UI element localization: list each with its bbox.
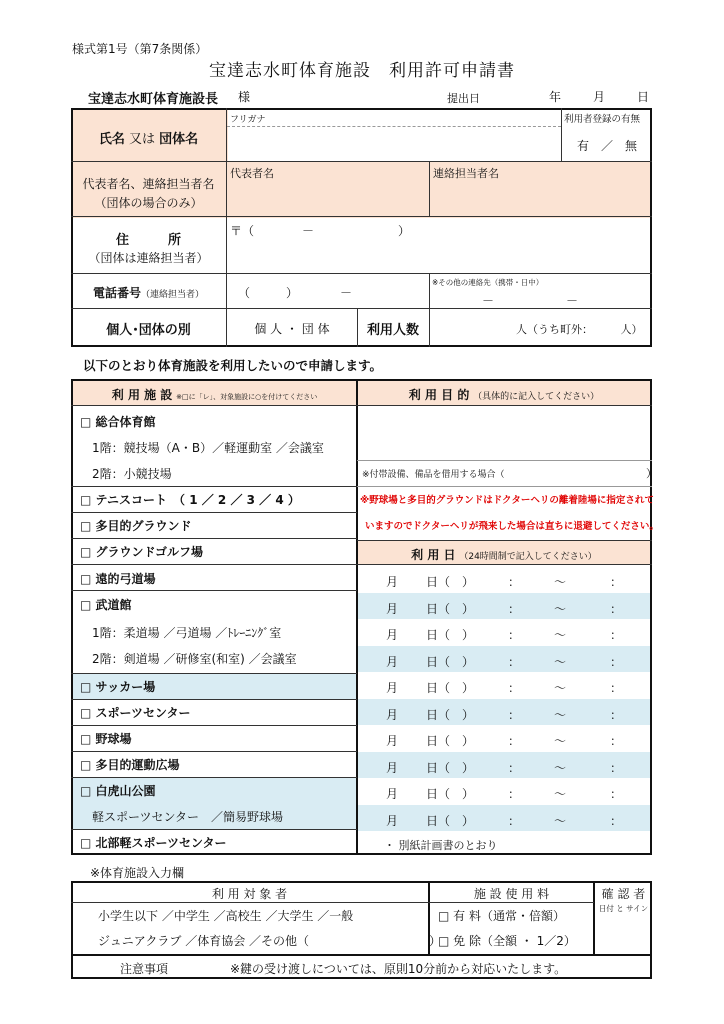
date-row[interactable] [358,726,650,753]
date-row-tilde: ～ [554,601,567,616]
date-row-end-colon: ： [610,601,623,616]
date-row-month: 月 [386,601,399,616]
dates-header-label: 利 用 日 [411,548,456,562]
date-row-start-colon: ： [508,681,521,695]
date-row-tilde: ～ [554,628,567,642]
facility-tennis-court[interactable]: □ テニスコート （ 1 ／ 2 ／ 3 ／ 4 ） [80,493,300,507]
facility-header [73,386,356,403]
date-row-end-colon: ： [610,681,623,695]
date-row-month: 月 [386,575,399,589]
date-row-start-colon: ： [508,575,521,589]
address-label-2: （団体は連絡担当者） [88,251,209,265]
date-row-day: 日（ ） [426,813,475,828]
date-row-start-colon: ： [508,760,521,775]
target-row-2[interactable]: ジュニアクラブ ／体育協会 ／その他（ ） [98,934,442,948]
date-row-month: 月 [386,654,399,669]
date-row-day: 日（ ） [426,628,475,642]
facility-baseball-field[interactable]: □ 野球場 [80,732,132,746]
date-row-day: 日（ ） [426,654,475,669]
purpose-header-label: 利 用 目 的 [408,388,470,402]
registration-value[interactable]: 有 ／ 無 [576,139,637,153]
fee-row-1[interactable]: □ 有 料（通常・倍額） [438,909,565,923]
date-row[interactable] [358,594,650,621]
intro-text: 以下のとおり体育施設を利用したいので申請します。 [83,358,383,373]
honorific: 様 [238,90,251,104]
contact-name-label: 連絡担当者名 [433,167,499,180]
date-row-month: 月 [386,813,399,828]
fee-row-2[interactable]: □ 免 除（全額 ・ 1／2） [438,934,576,948]
date-row-tilde: ～ [554,787,567,801]
date-row-end-colon: ： [610,787,623,801]
confirm-header: 確 認 者 [601,887,646,901]
date-row[interactable] [358,647,650,674]
registration-label: 利用者登録の有無 [564,114,641,125]
date-row[interactable] [358,620,650,647]
date-row-day: 日（ ） [426,734,475,748]
type-value[interactable]: 個 人 ・ 団 体 [254,322,330,336]
notes-text: ※鍵の受け渡しについては、原則10分前から対応いたします。 [230,962,567,976]
date-row-month: 月 [386,707,399,722]
month-label: 月 [593,90,606,104]
date-row-month: 月 [386,681,399,695]
postal-code-field[interactable]: 〒（ － ） [230,224,411,238]
date-row-tilde: ～ [554,707,567,722]
date-row-day: 日（ ） [426,601,475,616]
date-row-day: 日（ ） [426,681,475,695]
facility-header-label: 利 用 施 設 [111,388,173,402]
date-row[interactable] [358,779,650,806]
date-row-month: 月 [386,734,399,748]
purpose-header-note: （具体的に記入してください） [473,392,600,402]
facility-budokan[interactable]: □ 武道館 [80,598,132,612]
date-row-month: 月 [386,787,399,801]
facility-multi-ground[interactable]: □ 多目的グラウンド [80,519,192,533]
date-row-end-colon: ： [610,813,623,828]
day-label: 日 [637,90,650,104]
date-row-end-colon: ： [610,760,623,775]
phone-label-main: 電話番号 [92,286,141,300]
date-row-start-colon: ： [508,813,521,828]
facility-hokubu-center[interactable]: □ 北部軽スポーツセンター [80,836,227,850]
facility-archery-range[interactable]: □ 遠的弓道場 [80,572,156,586]
date-row-end-colon: ： [610,734,623,748]
address-label-1: 住 所 [115,233,181,248]
name-input[interactable] [228,128,558,160]
date-row-month: 月 [386,760,399,775]
date-row-tilde: ～ [554,760,567,775]
facility-budokan-1f[interactable]: 1階：柔道場 ／弓道場 ／ﾄﾚｰﾆﾝｸﾞ室 [80,626,282,640]
facility-byakkosan-sub[interactable]: 軽スポーツセンター ／簡易野球場 [80,810,284,824]
facility-sogo-1f[interactable]: 1階：競技場（A・B）／軽運動室 ／会議室 [80,441,324,455]
date-row-end-colon: ： [610,707,623,722]
form-number: 様式第1号（第7条関係） [72,42,208,56]
facility-budokan-2f[interactable]: 2階：剣道場 ／研修室(和室) ／会議室 [80,652,297,666]
date-row-tilde: ～ [554,575,567,589]
date-row-tilde: ～ [554,813,567,828]
purpose-header [358,386,650,403]
rep-name-input[interactable] [228,180,426,214]
fee-header: 施 設 使 用 料 [473,887,550,901]
users-label: 利用人数 [366,323,419,338]
facility-multi-plaza[interactable]: □ 多目的運動広場 [80,758,180,772]
users-value[interactable]: 人（うち町外： 人） [516,323,643,336]
date-row[interactable] [358,567,650,594]
date-row-start-colon: ： [508,628,521,642]
confirm-note: 日付 と サイン [598,904,649,913]
date-row-tilde: ～ [554,734,567,748]
date-row-month: 月 [386,628,399,642]
date-row-end-colon: ： [610,654,623,669]
date-row-end-colon: ： [610,628,623,642]
year-label: 年 [549,90,562,104]
other-contact-label: ※その他の連絡先（携帯・日中） [432,278,544,287]
date-row-start-colon: ： [508,707,521,722]
date-row-start-colon: ： [508,601,521,616]
date-row[interactable] [358,806,650,833]
name-label-b: 団体名 [159,132,199,147]
phone-label-small: （連絡担当者） [141,290,205,300]
type-label: 個人･団体の別 [106,323,191,338]
other-contact-field[interactable]: － － [482,294,579,308]
rep-name-label: 代表者名 [230,167,274,180]
facility-sogo-2f[interactable]: 2階：小競技場 [80,467,172,481]
facility-ground-golf[interactable]: □ グラウンドゴルフ場 [80,545,204,559]
page-title: 宝達志水町体育施設 利用許可申請書 [209,61,515,81]
addressee: 宝達志水町体育施設長 [88,92,219,107]
submit-date-label: 提出日 [447,92,480,105]
date-row-tilde: ～ [554,654,567,669]
heli-warning-2: いますのでドクターヘリが飛来した場合は直ちに退避してください。 [365,521,659,532]
date-row[interactable] [358,700,650,727]
date-row[interactable] [358,753,650,780]
date-row-day: 日（ ） [426,787,475,801]
dates-header-note: （24時間制で記入してください） [459,552,597,562]
name-label [71,128,226,147]
heli-warning-1: ※野球場と多目的グラウンドはドクターヘリの離着陸場に指定されて [360,495,654,506]
facility-soccer-field[interactable]: □ サッカー場 [80,680,156,694]
date-row-day: 日（ ） [426,707,475,722]
target-header: 利 用 対 象 者 [211,887,288,901]
date-row-day: 日（ ） [426,760,475,775]
equipment-close: ） [646,467,657,480]
rep-label-2: （団体の場合のみ） [94,196,203,210]
office-section-label: ※体育施設入力欄 [90,866,185,880]
date-row-start-colon: ： [508,734,521,748]
separate-plan-note[interactable]: ・ 別紙計画書のとおり [384,839,498,852]
target-row-1[interactable]: 小学生以下 ／中学生 ／高校生 ／大学生 ／一般 [98,909,354,923]
date-row[interactable] [358,673,650,700]
facility-header-note: ※□に「レ」、対象施設に○を付けてください [176,393,318,401]
name-label-a: 氏名 [98,132,125,147]
date-row-end-colon: ： [610,575,623,589]
contact-name-input[interactable] [431,180,649,214]
furigana-label: フリガナ [230,115,266,125]
rep-label-1: 代表者名、連絡担当者名 [82,177,215,191]
date-row-start-colon: ： [508,787,521,801]
name-label-or: 又は [128,132,155,147]
date-row-tilde: ～ [554,681,567,695]
date-row-day: 日（ ） [426,575,475,589]
dates-header [358,546,650,563]
facility-byakkosan-park[interactable]: □ 白虎山公園 [80,784,156,798]
purpose-input[interactable] [360,408,648,458]
facility-sogo-taiikukan[interactable]: □ 総合体育館 [80,415,156,429]
phone-field[interactable]: （ ） － [238,286,353,300]
facility-sports-center[interactable]: □ スポーツセンター [80,706,191,720]
equipment-note[interactable]: ※付帯設備、備品を借用する場合（ [362,470,505,480]
date-row-start-colon: ： [508,654,521,669]
phone-label [71,284,226,301]
notes-label: 注意事項 [120,962,169,976]
